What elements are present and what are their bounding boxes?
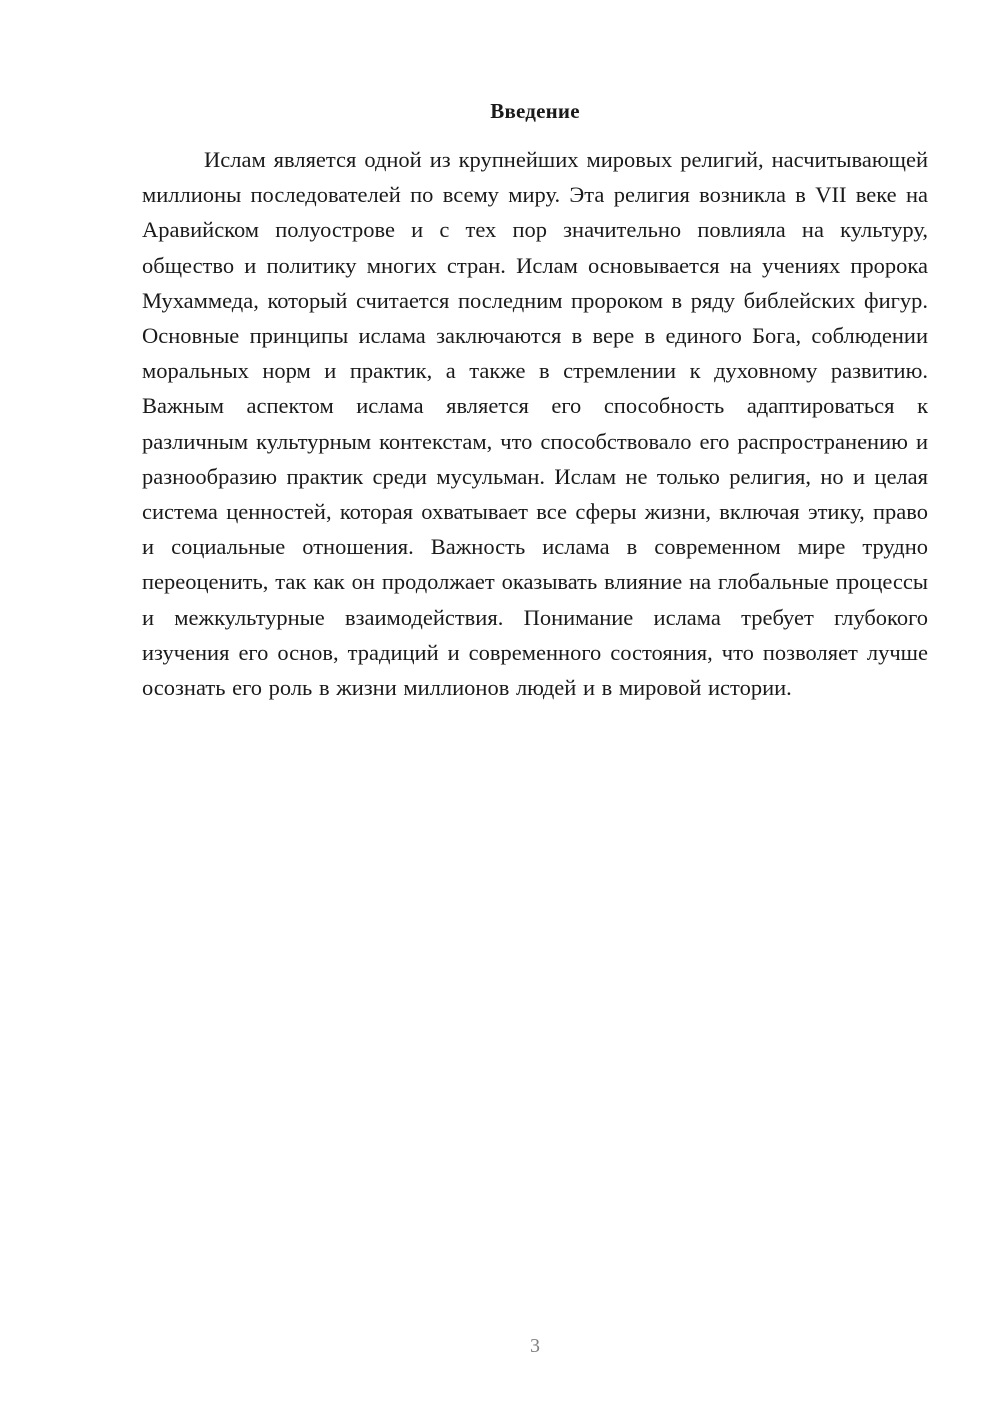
page-number: 3 [530, 1335, 540, 1357]
section-heading: Введение [490, 99, 580, 123]
body-paragraph: Ислам является одной из крупнейших мировых религий, насчитывающей миллионы последователей по всему миру. Эта религия возникла в VII веке на Аравийском полуострове и с тех пор значительно повлияла на культуру, общество и политику многих стран. Ислам основывается на учениях пророка Мухаммеда, который считается последним пророком в ряду библейских фигур. Основные принципы ислама заключаются в вере в единого Бога, соблюдении моральных норм и практик, а также в стремлении к духовному развитию. Важным аспектом ислама является его способность адаптироваться к различным культурным контекстам, что способствовало его распространению и разнообразию практик среди мусульман. Ислам не только религия, но и целая система ценностей, которая охватывает все сферы жизни, включая этику, право и социальные отношения. Важность ислама в современном мире трудно переоценить, так как он продолжает оказывать влияние на глобальные процессы и межкультурные взаимодействия. Понимание ислама требует глубокого изучения его основ, традиций и современного состояния, что позволяет лучше осознать его роль в жизни миллионов людей и в мировой истории. [142, 147, 928, 701]
